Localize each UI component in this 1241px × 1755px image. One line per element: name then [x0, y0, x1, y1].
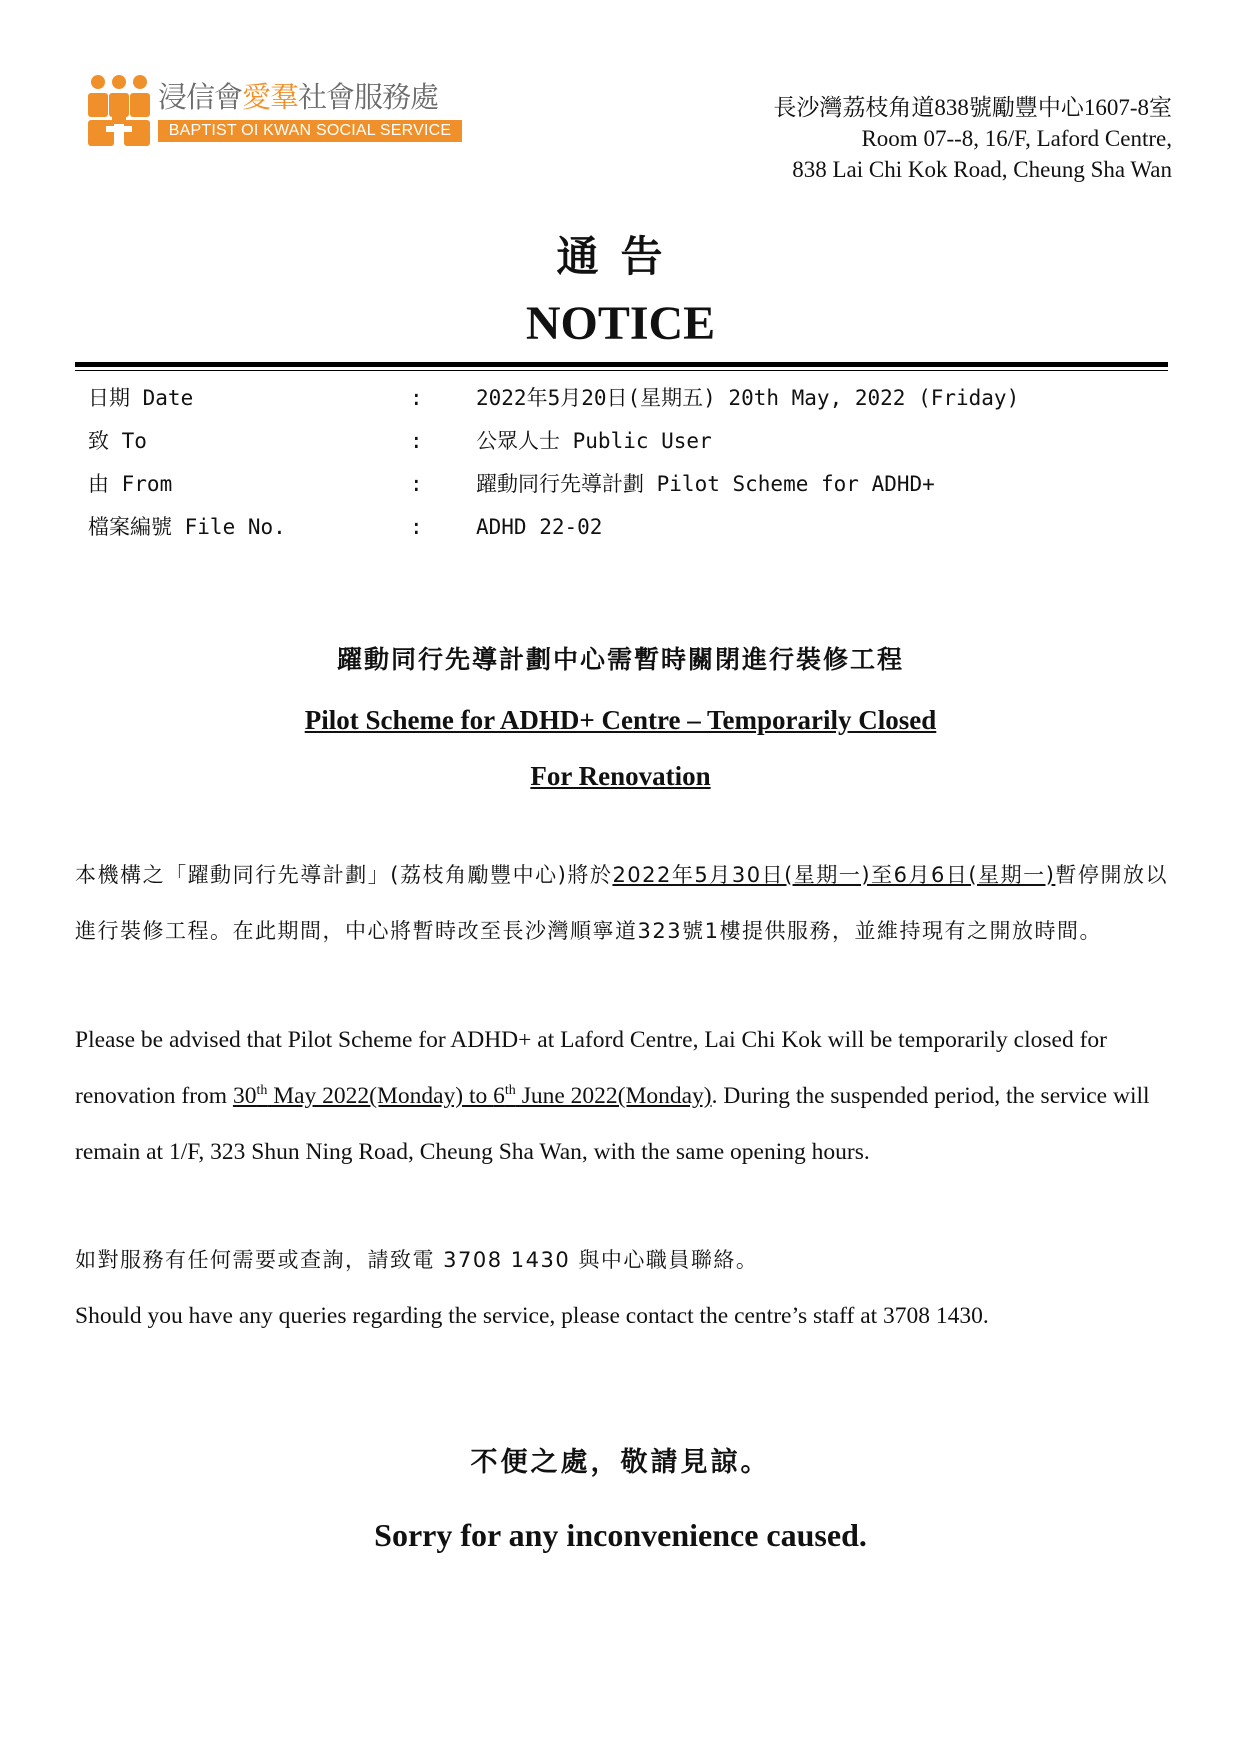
address-line: Room 07--8, 16/F, Laford Centre, — [861, 126, 1172, 151]
address-line: 838 Lai Chi Kok Road, Cheung Sha Wan — [792, 157, 1172, 182]
meta-value: 躍動同行先導計劃 Pilot Scheme for ADHD+ — [476, 472, 935, 496]
body-paragraph-english: Please be advised that Pilot Scheme for ADHD+ at Laford Centre, Lai Chi Kok will be temporarily closed for renovation from 30th May 2022(Monday) to 6th June 2022(Monday). During the suspended period, the service will remain at 1/F, 323 Shun Ning Road, Cheung Sha Wan, with the same opening hours. — [75, 1027, 1150, 1165]
meta-label: 由 From — [88, 472, 173, 496]
meta-value: 2022年5月20日(星期五) 20th May, 2022 (Friday) — [476, 386, 1020, 410]
closing-apology-chinese: 不便之處，敬請見諒。 — [470, 1447, 771, 1478]
meta-colon: : — [410, 429, 423, 453]
meta-colon: : — [410, 472, 423, 496]
logo-chinese-name: 浸信會愛羣社會服務處 — [158, 80, 439, 114]
meta-value: ADHD 22-02 — [476, 515, 603, 539]
organization-address — [773, 92, 1172, 185]
meta-colon: : — [410, 386, 423, 410]
address-line: 長沙灣荔枝角道838號勵豐中心1607-8室 — [773, 95, 1172, 120]
meta-value: 公眾人士 Public User — [476, 429, 712, 453]
body-paragraph-chinese: 本機構之「躍動同行先導計劃」(荔枝角勵豐中心)將於2022年5月30日(星期一)至6月6日(星期一)暫停開放以進行裝修工程。在此期間，中心將暫時改至長沙灣順寧道323號1樓提供服務，並維持現有之開放時間。 — [75, 863, 1168, 943]
subject-english-line2: For Renovation — [530, 761, 711, 791]
organization-logo — [88, 74, 468, 148]
meta-label: 致 To — [88, 429, 147, 453]
closing-apology-english: Sorry for any inconvenience caused. — [374, 1517, 867, 1553]
notice-title-chinese: 通告 — [556, 232, 685, 281]
enquiry-chinese: 如對服務有任何需要或查詢，請致電 3708 1430 與中心職員聯絡。 — [75, 1248, 759, 1272]
header-divider-thin — [75, 370, 1168, 371]
logo-people-icon — [88, 74, 150, 146]
notice-title-english: NOTICE — [525, 297, 716, 350]
enquiry-english: Should you have any queries regarding the service, please contact the centre’s staff at 3708 1430. — [75, 1303, 989, 1329]
closure-dates-english: 30th May 2022(Monday) to 6th June 2022(Monday) — [232, 1083, 712, 1109]
closure-dates-chinese: 2022年5月30日(星期一)至6月6日(星期一) — [612, 863, 1056, 887]
subject-chinese: 躍動同行先導計劃中心需暫時關閉進行裝修工程 — [336, 645, 904, 674]
meta-label: 檔案編號 File No. — [88, 515, 286, 539]
meta-label: 日期 Date — [88, 386, 194, 410]
header-divider — [75, 362, 1168, 367]
subject-english-line1: Pilot Scheme for ADHD+ Centre – Temporarily Closed — [304, 705, 937, 735]
meta-colon: : — [410, 515, 423, 539]
logo-english-name: BAPTIST OI KWAN SOCIAL SERVICE — [158, 120, 462, 142]
